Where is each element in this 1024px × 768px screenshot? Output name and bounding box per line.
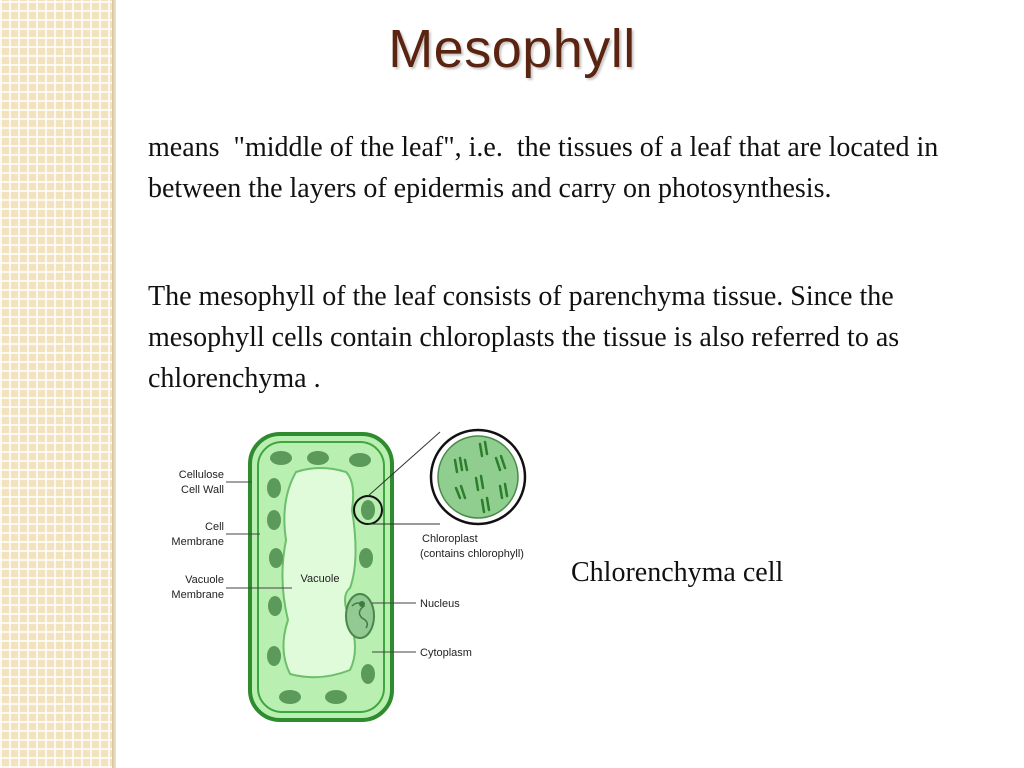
vacuole-label: Vacuole [300,573,340,585]
chloroplast [270,451,292,465]
chloroplast [267,646,281,666]
cell-membrane-label-2: Membrane [171,536,224,548]
chloroplast [361,500,375,520]
chloroplast [268,596,282,616]
chlorenchyma-cell-diagram [150,420,550,730]
definition-paragraph: means "middle of the leaf", i.e. the tissues of a leaf that are located in between the layers of epidermis and carry on photosynthesis. [148,132,946,204]
chloroplast [267,510,281,530]
chloroplast-sub-label: (contains chlorophyll) [420,548,524,560]
slide-title: Mesophyll [388,19,636,79]
chloroplast [267,478,281,498]
side-strip-edge [112,0,116,768]
nucleus-label: Nucleus [420,598,460,610]
cytoplasm-label: Cytoplasm [420,647,472,659]
chloroplast [269,548,283,568]
chloroplast [279,690,301,704]
decorative-side-strip [0,0,112,768]
chloroplast [359,548,373,568]
cellulose-label: Cellulose [178,469,224,481]
cell-membrane-label-1: Cell [205,521,224,533]
description-paragraph: The mesophyll of the leaf consists of parenchyma tissue. Since the mesophyll cells contain chloroplasts the tissue is also referred to as chlorenchyma . [148,281,907,394]
chloroplast-label: Chloroplast [422,533,478,545]
chloroplast [361,664,375,684]
chloroplast [307,451,329,465]
vacuole-membrane-label-2: Membrane [171,589,224,601]
cell-wall-label: Cell Wall [181,484,224,496]
chloroplast [325,690,347,704]
diagram-caption: Chlorenchyma cell [571,557,784,588]
chloroplast [349,453,371,467]
vacuole-membrane-label-1: Vacuole [185,574,224,586]
